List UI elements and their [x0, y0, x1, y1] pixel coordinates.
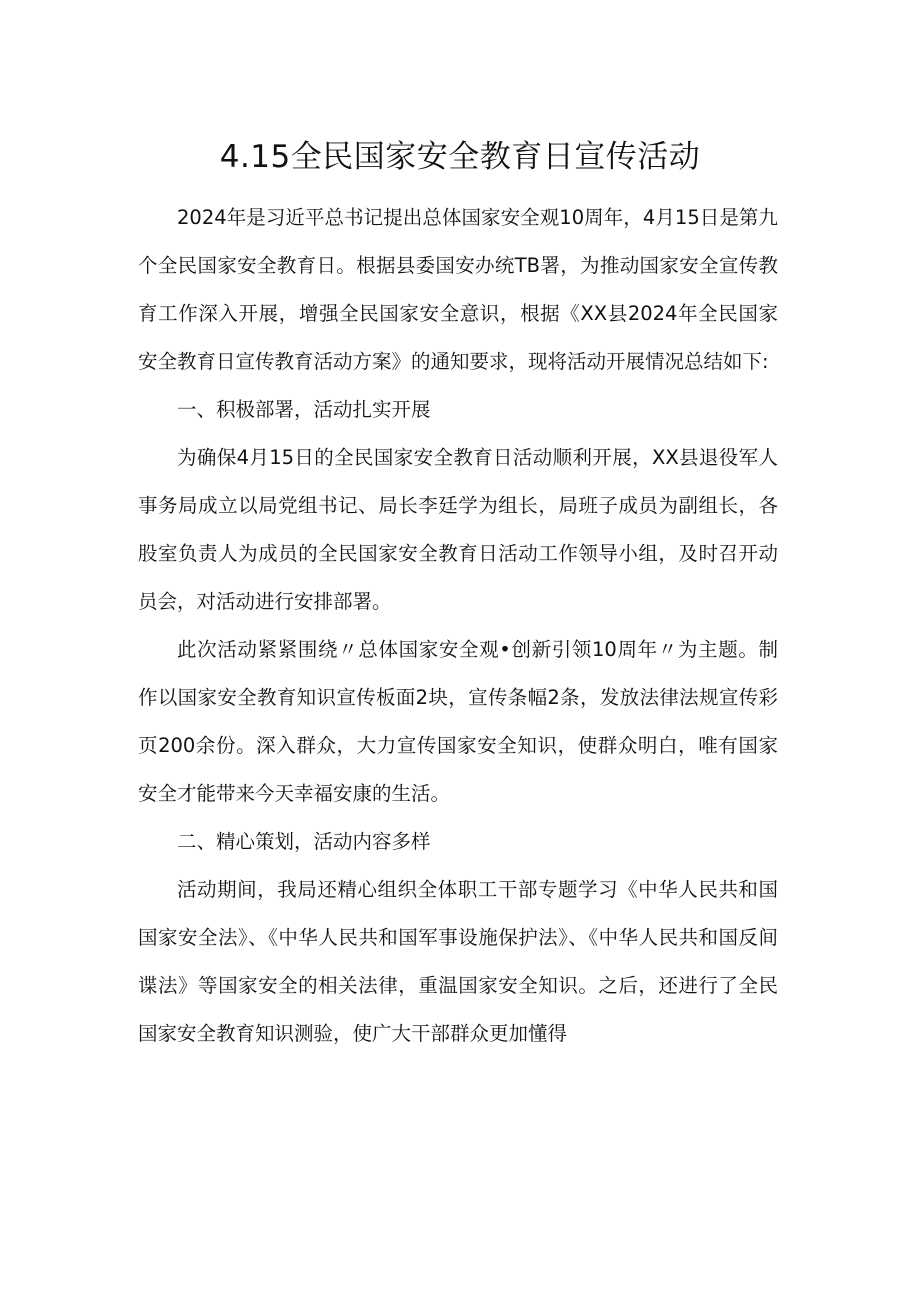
body-paragraph: 为确保4月15日的全民国家安全教育日活动顺利开展，XX县退役军人事务局成立以局党组书记、局长李廷学为组长，局班子成员为副组长，各股室负责人为成员的全民国家安全教育日活动工作领导小组，及时召开动员会，对活动进行安排部署。	[138, 446, 778, 613]
section-heading-1: 一、积极部署，活动扎实开展	[177, 398, 431, 421]
intro-paragraph: 2024年是习近平总书记提出总体国家安全观10周年，4月15日是第九个全民国家安全教育日。根据县委国安办统TB署，为推动国家安全宣传教育工作深入开展，增强全民国家安全意识，根据《XX县2024年全民国家安全教育日宣传教育活动方案》的通知要求，现将活动开展情况总结如下:	[138, 206, 778, 373]
section-heading-2: 二、精心策划，活动内容多样	[177, 830, 431, 853]
body-paragraph: 此次活动紧紧围绕〃总体国家安全观•创新引领10周年〃为主题。制作以国家安全教育知识宣传板面2块，宣传条幅2条，发放法律法规宣传彩页200余份。深入群众，大力宣传国家安全知识，使群众明白，唯有国家安全才能带来今天幸福安康的生活。	[138, 638, 778, 805]
document-body	[138, 194, 778, 1058]
document-title: 4.15全民国家安全教育日宣传活动	[219, 139, 701, 175]
body-paragraph: 活动期间，我局还精心组织全体职工干部专题学习《中华人民共和国国家安全法》、《中华人民共和国军事设施保护法》、《中华人民共和国反间谍法》等国家安全的相关法律，重温国家安全知识。之后，还进行了全民国家安全教育知识测验，使广大干部群众更加懂得	[138, 878, 778, 1045]
